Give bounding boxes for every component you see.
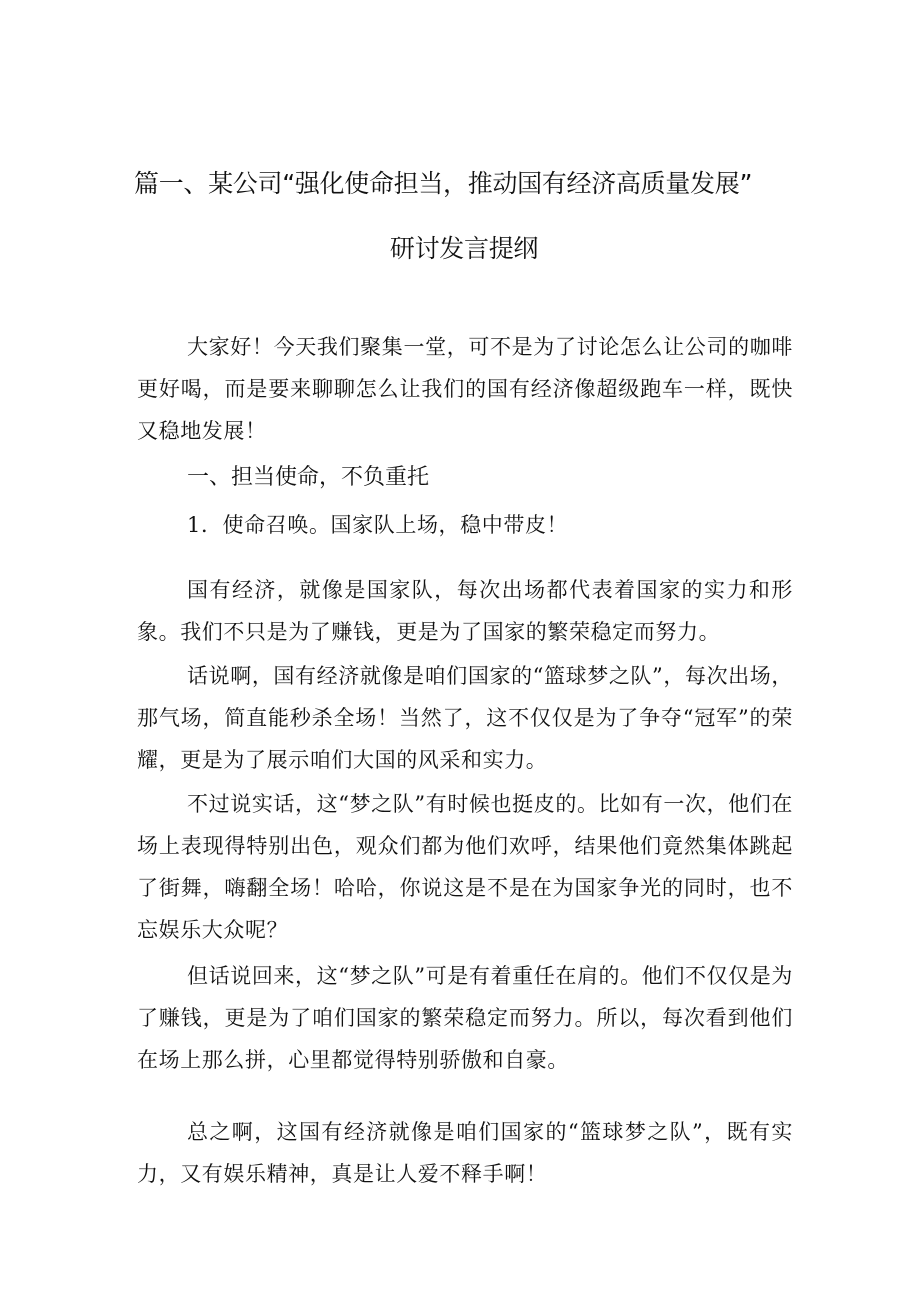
subsection-heading: 1．使命召唤。国家队上场，稳中带皮！ bbox=[187, 513, 569, 537]
section-heading: 一、担当使命，不负重托 bbox=[187, 465, 430, 490]
document-title-line-1: 篇一、某公司“强化使命担当，推动国有经济高质量发展” bbox=[134, 169, 753, 198]
document-title-line-2: 研讨发言提纲 bbox=[389, 234, 539, 263]
body-paragraph: 不过说实话，这“梦之队”有时候也挺皮的。比如有一次，他们在场上表现得特别出色，观众们都为他们欢呼，结果他们竟然集体跳起了街舞，嗨翻全场！哈哈，你说这是不是在为国家争光的同时，也不忘娱乐大众呢？ bbox=[137, 792, 793, 942]
body-paragraph: 话说啊，国有经济就像是咱们国家的“篮球梦之队”，每次出场，那气场，简直能秒杀全场！当然了，这不仅仅是为了争夺“冠军”的荣耀，更是为了展示咱们大国的风采和实力。 bbox=[137, 664, 793, 772]
intro-paragraph: 大家好！今天我们聚集一堂，可不是为了讨论怎么让公司的咖啡更好喝，而是要来聊聊怎么让我们的国有经济像超级跑车一样，既快又稳地发展！ bbox=[137, 335, 793, 443]
body-paragraph: 国有经济，就像是国家队，每次出场都代表着国家的实力和形象。我们不只是为了赚钱，更是为了国家的繁荣稳定而努力。 bbox=[137, 578, 793, 644]
body-paragraph: 总之啊，这国有经济就像是咱们国家的“篮球梦之队”，既有实力，又有娱乐精神，真是让人爱不释手啊！ bbox=[137, 1120, 793, 1186]
body-paragraph: 但话说回来，这“梦之队”可是有着重任在肩的。他们不仅仅是为了赚钱，更是为了咱们国家的繁荣稳定而努力。所以，每次看到他们在场上那么拼，心里都觉得特别骄傲和自豪。 bbox=[137, 964, 793, 1072]
